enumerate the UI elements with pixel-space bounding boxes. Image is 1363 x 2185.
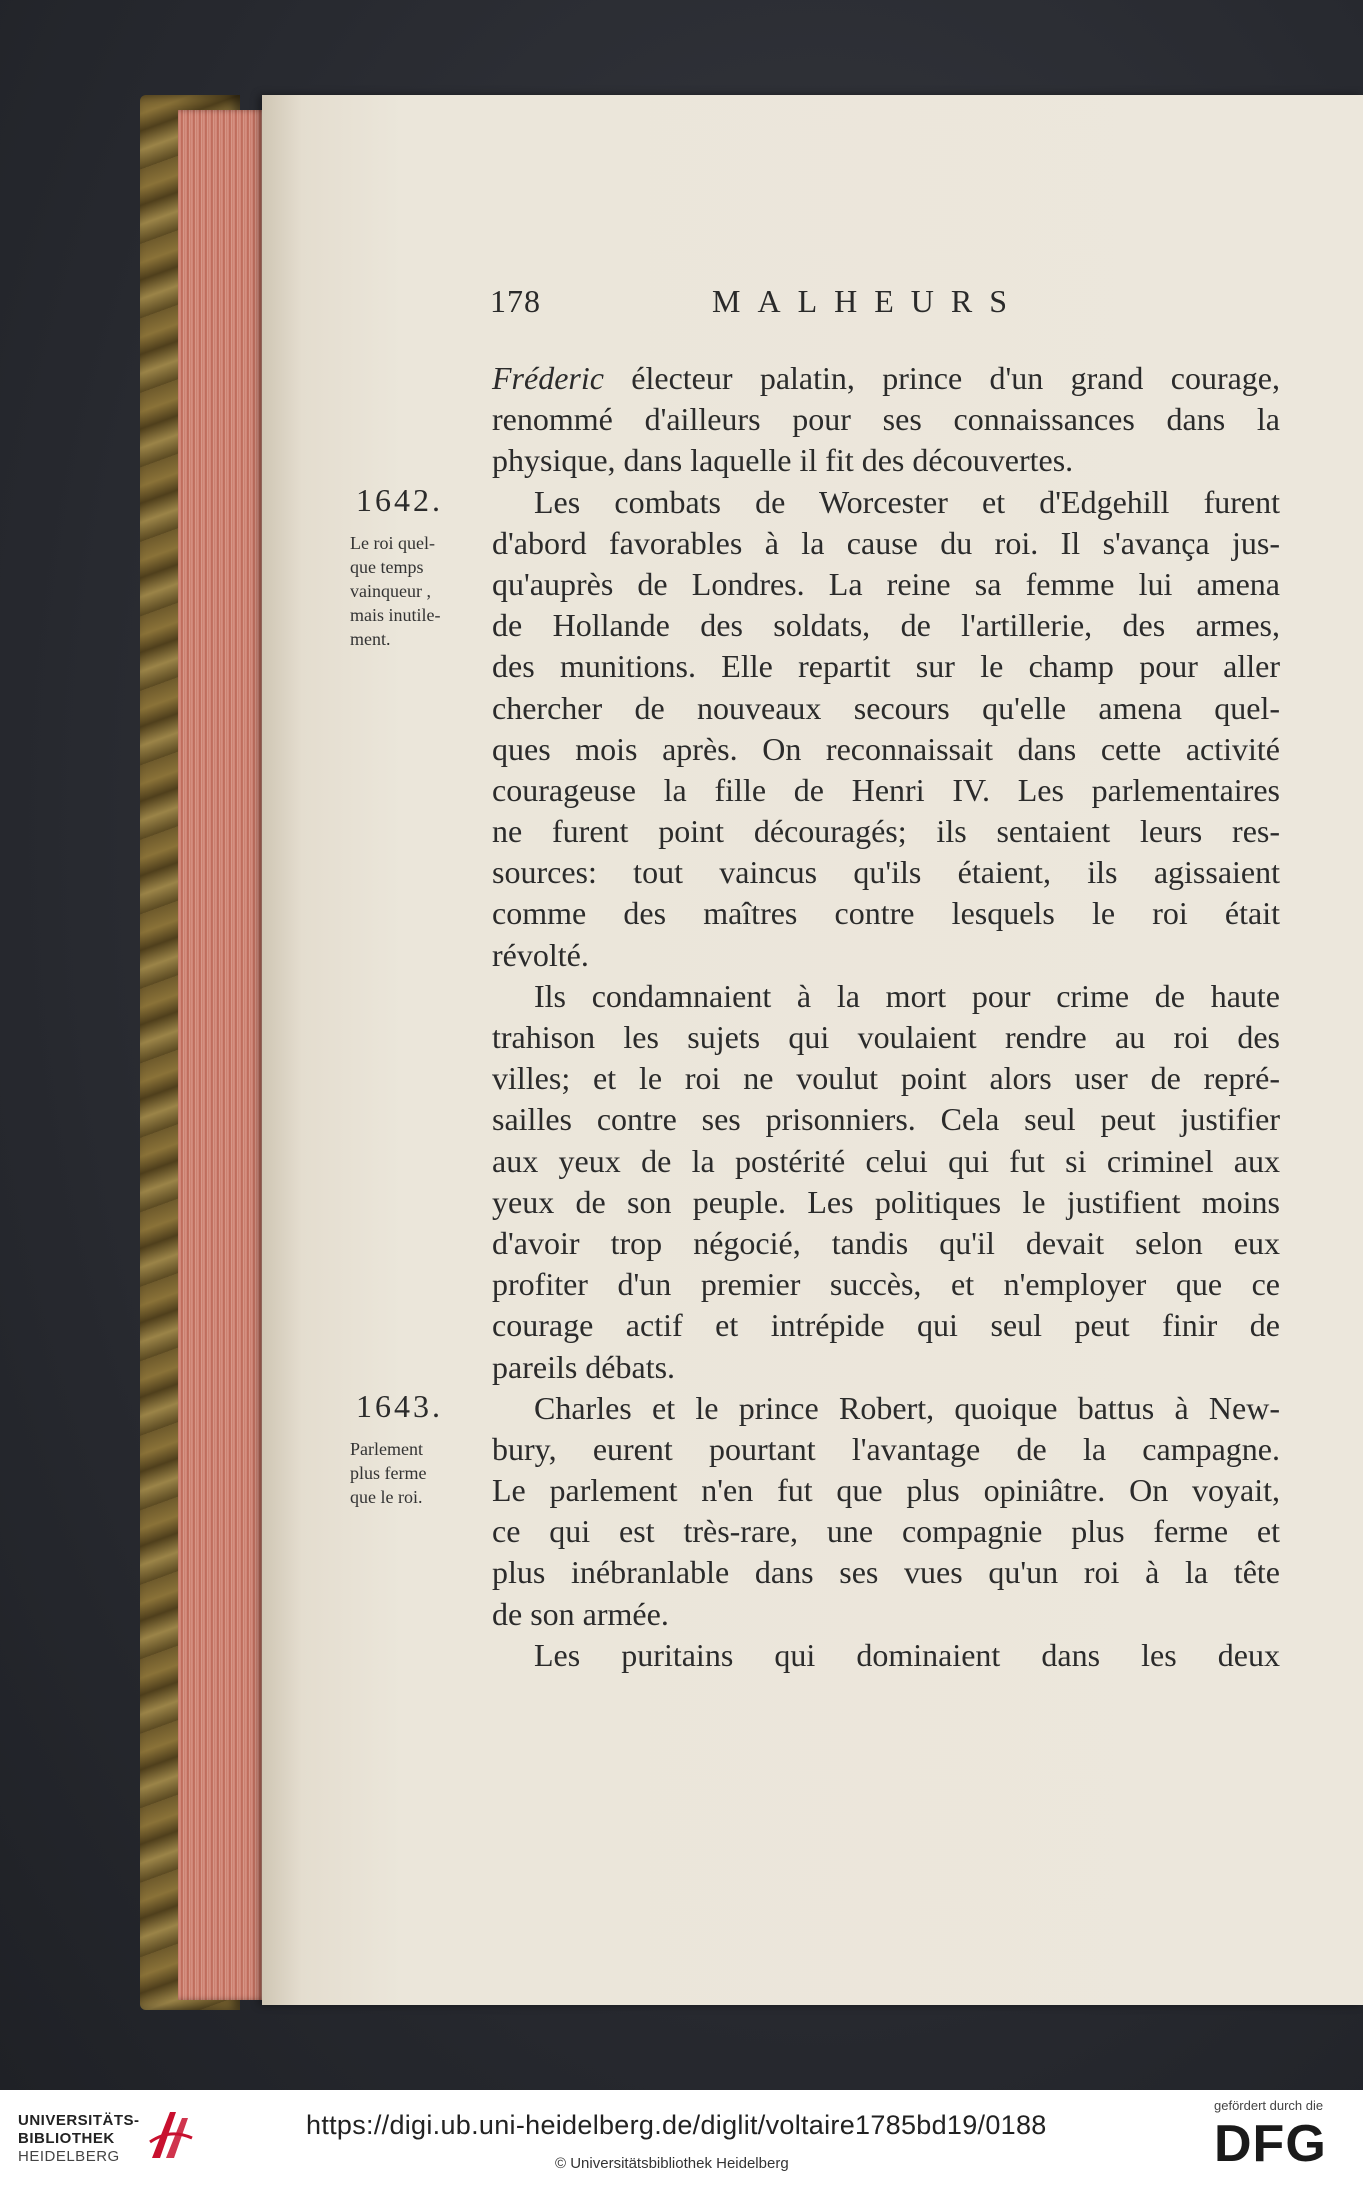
text-line: qu'auprès de Londres. La reine sa femme lui amena xyxy=(492,565,1280,602)
text-line: ce qui est très-rare, une compagnie plus ferme et xyxy=(492,1513,1280,1550)
margin-year: 1642. xyxy=(356,481,443,518)
page-number: 178 xyxy=(490,283,541,319)
side-note-line: ment. xyxy=(350,628,391,649)
text-line: d'abord favorables à la cause du roi. Il s'avança jus- xyxy=(492,524,1280,561)
side-note-line: que temps xyxy=(350,556,424,577)
side-note-line: mais inutile- xyxy=(350,604,441,625)
text-line: ne furent point découragés; ils sentaient leurs res- xyxy=(492,813,1280,850)
text-line: renommé d'ailleurs pour ses connaissances dans la xyxy=(492,401,1280,438)
side-note xyxy=(350,1437,486,1509)
text-line: villes; et le roi ne voulut point alors user de repré- xyxy=(492,1060,1280,1097)
text-line: révolté. xyxy=(492,936,589,973)
text-line: de son armée. xyxy=(492,1595,669,1632)
library-name-line2: BIBLIOTHEK xyxy=(18,2130,115,2147)
text-line: aux yeux de la postérité celui qui fut si criminel aux xyxy=(492,1142,1280,1179)
text-line: Les puritains qui dominaient dans les deux xyxy=(534,1636,1280,1673)
text-line: Ils condamnaient à la mort pour crime de haute xyxy=(534,977,1280,1014)
side-note-line: vainqueur , xyxy=(350,580,431,601)
text-line: ques mois après. On reconnaissait dans cette activité xyxy=(492,730,1280,767)
body-text xyxy=(492,358,1280,1676)
side-note-line: Le roi quel- xyxy=(350,532,435,553)
dfg-logo[interactable]: DFG xyxy=(1214,2115,1327,2173)
permalink-url[interactable]: https://digi.ub.uni-heidelberg.de/diglit/voltaire1785bd19/0188 xyxy=(306,2110,1047,2140)
text-line: trahison les sujets qui voulaient rendre au roi des xyxy=(492,1019,1280,1055)
text-line: Fréderic électeur palatin, prince d'un grand courage, xyxy=(492,360,1280,396)
text-line: courageuse la fille de Henri IV. Les parlementaires xyxy=(492,771,1280,808)
running-title: MALHEURS xyxy=(712,283,1025,319)
text-line: sources: tout vaincus qu'ils étaient, ils agissaient xyxy=(492,854,1280,891)
text-line: yeux de son peuple. Les politiques le justifient moins xyxy=(492,1183,1280,1220)
text-line: pareils débats. xyxy=(492,1348,676,1385)
text-line: physique, dans laquelle il fit des découvertes. xyxy=(492,442,1074,479)
text-line: Charles et le prince Robert, quoique battus à New- xyxy=(534,1389,1280,1426)
side-note-line: plus ferme xyxy=(350,1463,427,1484)
library-mark-icon xyxy=(146,2108,196,2164)
running-head xyxy=(490,283,1300,323)
text-line: profiter d'un premier succès, et n'employer que ce xyxy=(492,1266,1280,1303)
text-line: bury, eurent pourtant l'avantage de la campagne. xyxy=(492,1430,1280,1467)
footer-bar xyxy=(0,2090,1363,2185)
side-note-line: que le roi. xyxy=(350,1487,423,1508)
text-line: comme des maîtres contre lesquels le roi était xyxy=(492,895,1280,932)
margin-year: 1643. xyxy=(356,1388,443,1424)
text-line: courage actif et intrépide qui seul peut finir de xyxy=(492,1307,1280,1344)
text-line: d'avoir trop négocié, tandis qu'il devait selon eux xyxy=(492,1224,1280,1261)
library-name-line1: UNIVERSITÄTS- xyxy=(18,2112,140,2129)
library-name-line3: HEIDELBERG xyxy=(18,2148,120,2165)
text-line: chercher de nouveaux secours qu'elle amena quel- xyxy=(492,689,1280,726)
text-line: Le parlement n'en fut que plus opiniâtre. On voyait, xyxy=(492,1472,1280,1509)
text-line: sailles contre ses prisonniers. Cela seul peut justifier xyxy=(492,1101,1280,1138)
library-logo[interactable] xyxy=(18,2106,198,2170)
copyright-notice: © Universitätsbibliothek Heidelberg xyxy=(555,2155,789,2172)
text-line: plus inébranlable dans ses vues qu'un roi à la tête xyxy=(492,1554,1280,1591)
funding-label: gefördert durch die xyxy=(1214,2098,1324,2113)
side-note-line: Parlement xyxy=(350,1439,423,1460)
text-line: Les combats de Worcester et d'Edgehill furent xyxy=(534,483,1280,520)
side-note xyxy=(350,531,486,651)
page-edge-red xyxy=(178,110,268,2000)
text-line: de Hollande des soldats, de l'artillerie, des armes, xyxy=(492,607,1280,644)
text-line: des munitions. Elle repartit sur le champ pour aller xyxy=(492,648,1280,685)
